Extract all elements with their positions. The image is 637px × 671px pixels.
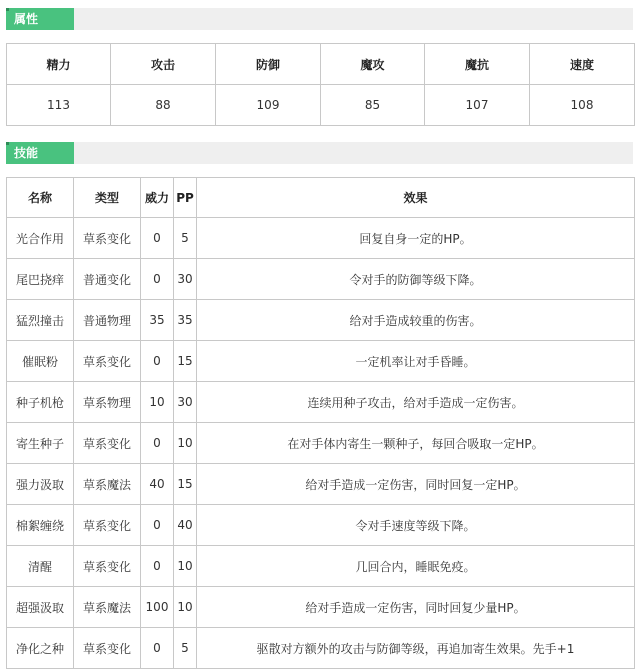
skill-pp: 10 — [174, 587, 197, 628]
skill-header-name: 名称 — [7, 178, 74, 218]
stats-value-row — [7, 85, 635, 126]
skill-pp: 10 — [174, 546, 197, 587]
skill-name: 光合作用 — [7, 218, 74, 259]
skill-header-power: 威力 — [141, 178, 174, 218]
skill-power: 10 — [141, 382, 174, 423]
skill-type: 草系变化 — [74, 546, 141, 587]
skill-row — [7, 505, 635, 546]
skill-row — [7, 628, 635, 669]
skill-name: 清醒 — [7, 546, 74, 587]
skill-pp: 10 — [174, 423, 197, 464]
stat-value-hp: 113 — [7, 85, 111, 126]
skills-table — [6, 177, 635, 669]
stat-value-defense: 109 — [216, 85, 321, 126]
stat-header-speed: 速度 — [530, 44, 635, 85]
skill-type: 草系魔法 — [74, 464, 141, 505]
skill-power: 100 — [141, 587, 174, 628]
skill-effect: 给对手造成一定伤害，同时回复少量HP。 — [197, 587, 635, 628]
skill-name: 催眠粉 — [7, 341, 74, 382]
skill-effect: 在对手体内寄生一颗种子，每回合吸取一定HP。 — [197, 423, 635, 464]
skill-effect: 几回合内，睡眠免疫。 — [197, 546, 635, 587]
skill-pp: 15 — [174, 341, 197, 382]
skill-type: 草系变化 — [74, 423, 141, 464]
skill-row — [7, 300, 635, 341]
skill-pp: 35 — [174, 300, 197, 341]
skill-name: 强力汲取 — [7, 464, 74, 505]
skill-type: 草系变化 — [74, 505, 141, 546]
skill-name: 种子机枪 — [7, 382, 74, 423]
stat-value-attack: 88 — [111, 85, 216, 126]
skills-header-row — [7, 178, 635, 218]
skill-name: 寄生种子 — [7, 423, 74, 464]
stat-header-defense: 防御 — [216, 44, 321, 85]
skill-name: 超强汲取 — [7, 587, 74, 628]
skill-header-effect: 效果 — [197, 178, 635, 218]
skill-pp: 30 — [174, 259, 197, 300]
skill-name: 尾巴挠痒 — [7, 259, 74, 300]
attributes-section-header — [6, 8, 633, 30]
skill-type: 草系物理 — [74, 382, 141, 423]
skills-section-title: 技能 — [6, 142, 74, 164]
skill-pp: 5 — [174, 628, 197, 669]
skill-effect: 给对手造成一定伤害，同时回复一定HP。 — [197, 464, 635, 505]
skill-effect: 令对手速度等级下降。 — [197, 505, 635, 546]
skill-power: 35 — [141, 300, 174, 341]
stat-value-sp-defense: 107 — [425, 85, 530, 126]
skill-row — [7, 218, 635, 259]
skill-effect: 回复自身一定的HP。 — [197, 218, 635, 259]
stats-table — [6, 43, 635, 126]
skill-row — [7, 587, 635, 628]
skill-type: 普通变化 — [74, 259, 141, 300]
skill-type: 普通物理 — [74, 300, 141, 341]
skill-power: 0 — [141, 505, 174, 546]
skill-row — [7, 546, 635, 587]
skill-pp: 40 — [174, 505, 197, 546]
skill-power: 0 — [141, 546, 174, 587]
attributes-section-title: 属性 — [6, 8, 74, 30]
skill-type: 草系变化 — [74, 628, 141, 669]
skill-type: 草系魔法 — [74, 587, 141, 628]
stat-header-sp-defense: 魔抗 — [425, 44, 530, 85]
skill-power: 0 — [141, 259, 174, 300]
skill-name: 棉絮缠绕 — [7, 505, 74, 546]
skill-row — [7, 382, 635, 423]
skill-effect: 驱散对方额外的攻击与防御等级，再追加寄生效果。先手+1 — [197, 628, 635, 669]
skill-effect: 连续用种子攻击，给对手造成一定伤害。 — [197, 382, 635, 423]
skill-name: 猛烈撞击 — [7, 300, 74, 341]
skill-row — [7, 259, 635, 300]
skill-effect: 一定机率让对手昏睡。 — [197, 341, 635, 382]
skill-row — [7, 464, 635, 505]
stat-header-sp-attack: 魔攻 — [321, 44, 425, 85]
skill-effect: 令对手的防御等级下降。 — [197, 259, 635, 300]
skill-name: 净化之种 — [7, 628, 74, 669]
skill-power: 0 — [141, 628, 174, 669]
skill-type: 草系变化 — [74, 341, 141, 382]
skills-section-header — [6, 142, 633, 164]
stat-value-sp-attack: 85 — [321, 85, 425, 126]
skill-power: 0 — [141, 423, 174, 464]
skill-header-pp: PP — [174, 178, 197, 218]
skill-power: 0 — [141, 218, 174, 259]
skill-power: 40 — [141, 464, 174, 505]
skill-row — [7, 341, 635, 382]
skill-pp: 5 — [174, 218, 197, 259]
skill-pp: 15 — [174, 464, 197, 505]
skill-row — [7, 423, 635, 464]
stat-value-speed: 108 — [530, 85, 635, 126]
stat-header-attack: 攻击 — [111, 44, 216, 85]
skill-pp: 30 — [174, 382, 197, 423]
stats-header-row — [7, 44, 635, 85]
skill-header-type: 类型 — [74, 178, 141, 218]
skill-power: 0 — [141, 341, 174, 382]
skill-type: 草系变化 — [74, 218, 141, 259]
stat-header-hp: 精力 — [7, 44, 111, 85]
skill-effect: 给对手造成较重的伤害。 — [197, 300, 635, 341]
